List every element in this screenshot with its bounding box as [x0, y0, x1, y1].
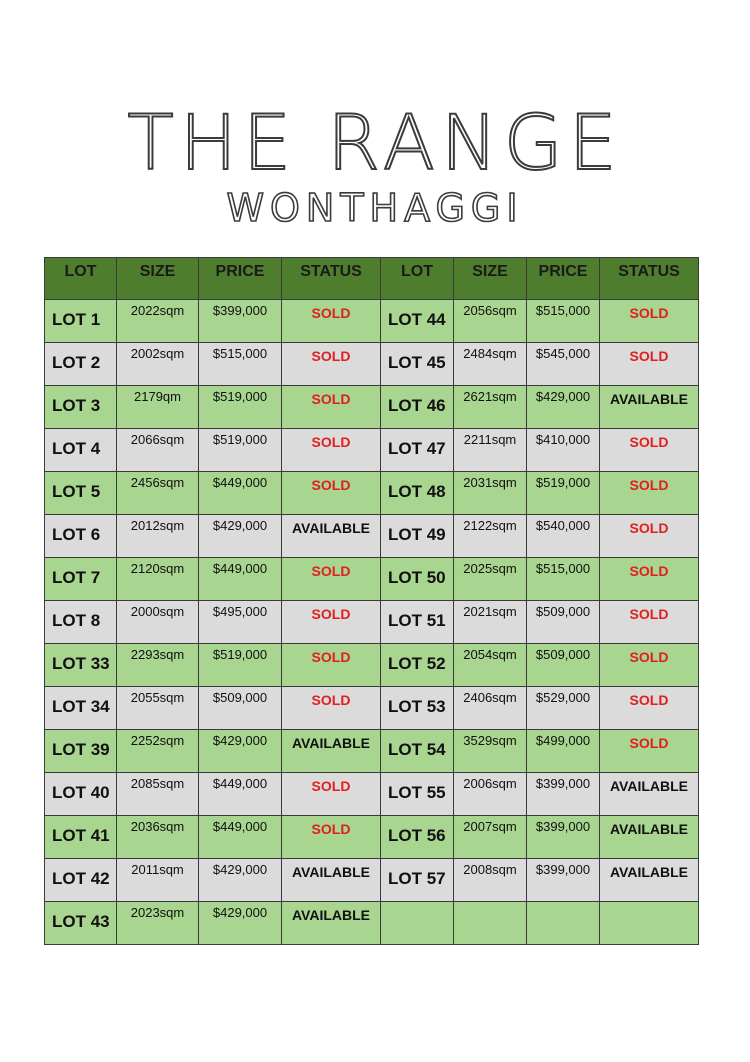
col-header-size: SIZE	[117, 258, 199, 300]
table-row	[45, 601, 699, 644]
status-badge: SOLD	[600, 343, 699, 386]
lot-lot-cell: LOT 33	[45, 644, 117, 687]
lot-lot-cell: LOT 47	[381, 429, 454, 472]
table-row	[45, 902, 699, 945]
table-row	[45, 300, 699, 343]
lot-size-cell: 2122sqm	[454, 515, 527, 558]
col-header-size: SIZE	[454, 258, 527, 300]
header	[0, 98, 750, 230]
lot-price-cell: $515,000	[527, 558, 600, 601]
status-badge: AVAILABLE	[600, 773, 699, 816]
estate-location: WONTHAGGI	[226, 186, 524, 230]
lot-size-cell: 2000sqm	[117, 601, 199, 644]
lot-price-cell: $509,000	[527, 601, 600, 644]
status-badge: SOLD	[600, 644, 699, 687]
lot-lot-cell: LOT 2	[45, 343, 117, 386]
lot-size-cell: 2293sqm	[117, 644, 199, 687]
lot-size-cell: 2085sqm	[117, 773, 199, 816]
status-badge	[600, 902, 699, 945]
col-header-lot: LOT	[45, 258, 117, 300]
lot-price-cell: $449,000	[199, 816, 282, 859]
lot-price-cell: $449,000	[199, 558, 282, 601]
lot-lot-cell: LOT 53	[381, 687, 454, 730]
lot-price-cell: $429,000	[199, 859, 282, 902]
lot-price-cell: $429,000	[199, 902, 282, 945]
status-badge: AVAILABLE	[600, 386, 699, 429]
lot-lot-cell: LOT 44	[381, 300, 454, 343]
header-row	[45, 258, 699, 300]
lot-price-cell: $515,000	[527, 300, 600, 343]
lot-lot-cell: LOT 3	[45, 386, 117, 429]
col-header-status: STATUS	[282, 258, 381, 300]
status-badge: SOLD	[282, 300, 381, 343]
lots-table	[44, 257, 699, 945]
lots-body	[45, 300, 699, 945]
lot-size-cell: 2211sqm	[454, 429, 527, 472]
lot-size-cell: 2008sqm	[454, 859, 527, 902]
lot-lot-cell: LOT 49	[381, 515, 454, 558]
lot-size-cell: 2179qm	[117, 386, 199, 429]
lot-size-cell: 2456sqm	[117, 472, 199, 515]
lot-lot-cell: LOT 46	[381, 386, 454, 429]
lot-lot-cell: LOT 40	[45, 773, 117, 816]
lot-price-cell: $399,000	[527, 859, 600, 902]
lot-size-cell: 2011sqm	[117, 859, 199, 902]
lot-size-cell: 2021sqm	[454, 601, 527, 644]
lot-price-cell: $495,000	[199, 601, 282, 644]
lot-lot-cell: LOT 50	[381, 558, 454, 601]
lot-lot-cell: LOT 39	[45, 730, 117, 773]
lot-lot-cell: LOT 42	[45, 859, 117, 902]
lot-price-cell: $519,000	[199, 644, 282, 687]
status-badge: SOLD	[282, 558, 381, 601]
lot-size-cell: 2621sqm	[454, 386, 527, 429]
lot-lot-cell: LOT 45	[381, 343, 454, 386]
lot-size-cell: 2007sqm	[454, 816, 527, 859]
lot-lot-cell: LOT 5	[45, 472, 117, 515]
lot-lot-cell	[381, 902, 454, 945]
status-badge: SOLD	[282, 429, 381, 472]
lot-size-cell: 2252sqm	[117, 730, 199, 773]
lot-price-cell: $449,000	[199, 472, 282, 515]
lot-size-cell: 2012sqm	[117, 515, 199, 558]
col-header-lot: LOT	[381, 258, 454, 300]
lot-price-cell: $529,000	[527, 687, 600, 730]
table-row	[45, 386, 699, 429]
lot-lot-cell: LOT 41	[45, 816, 117, 859]
lot-price-cell: $399,000	[527, 773, 600, 816]
status-badge: AVAILABLE	[282, 730, 381, 773]
lot-lot-cell: LOT 6	[45, 515, 117, 558]
lot-price-cell: $509,000	[527, 644, 600, 687]
status-badge: AVAILABLE	[600, 816, 699, 859]
lot-size-cell: 2002sqm	[117, 343, 199, 386]
lot-size-cell: 2006sqm	[454, 773, 527, 816]
status-badge: AVAILABLE	[282, 859, 381, 902]
col-header-status: STATUS	[600, 258, 699, 300]
lot-price-cell: $509,000	[199, 687, 282, 730]
lot-lot-cell: LOT 52	[381, 644, 454, 687]
lot-price-cell: $429,000	[199, 730, 282, 773]
lot-size-cell	[454, 902, 527, 945]
status-badge: AVAILABLE	[282, 515, 381, 558]
lot-price-cell: $399,000	[199, 300, 282, 343]
status-badge: SOLD	[282, 386, 381, 429]
lot-price-cell: $540,000	[527, 515, 600, 558]
lot-lot-cell: LOT 7	[45, 558, 117, 601]
lot-size-cell: 2055sqm	[117, 687, 199, 730]
lot-lot-cell: LOT 8	[45, 601, 117, 644]
status-badge: SOLD	[282, 644, 381, 687]
lot-size-cell: 2484sqm	[454, 343, 527, 386]
table-row	[45, 687, 699, 730]
status-badge: SOLD	[600, 429, 699, 472]
lot-price-cell: $519,000	[527, 472, 600, 515]
lot-lot-cell: LOT 43	[45, 902, 117, 945]
lot-lot-cell: LOT 1	[45, 300, 117, 343]
col-header-price: PRICE	[199, 258, 282, 300]
lot-size-cell: 2056sqm	[454, 300, 527, 343]
lot-size-cell: 2023sqm	[117, 902, 199, 945]
status-badge: SOLD	[282, 601, 381, 644]
col-header-price: PRICE	[527, 258, 600, 300]
status-badge: SOLD	[282, 816, 381, 859]
status-badge: SOLD	[600, 601, 699, 644]
status-badge: SOLD	[282, 472, 381, 515]
lot-lot-cell: LOT 56	[381, 816, 454, 859]
lot-size-cell: 2066sqm	[117, 429, 199, 472]
status-badge: SOLD	[282, 773, 381, 816]
table-row	[45, 472, 699, 515]
table-row	[45, 429, 699, 472]
table-row	[45, 644, 699, 687]
estate-title: THE RANGE	[127, 98, 623, 187]
status-badge: SOLD	[600, 472, 699, 515]
status-badge: AVAILABLE	[282, 902, 381, 945]
table-row	[45, 515, 699, 558]
lot-lot-cell: LOT 48	[381, 472, 454, 515]
table-row	[45, 730, 699, 773]
status-badge: SOLD	[600, 687, 699, 730]
lot-size-cell: 2406sqm	[454, 687, 527, 730]
status-badge: SOLD	[600, 515, 699, 558]
lot-lot-cell: LOT 4	[45, 429, 117, 472]
lot-size-cell: 3529sqm	[454, 730, 527, 773]
table-row	[45, 859, 699, 902]
lot-lot-cell: LOT 55	[381, 773, 454, 816]
lot-lot-cell: LOT 57	[381, 859, 454, 902]
lot-size-cell: 2054sqm	[454, 644, 527, 687]
lot-size-cell: 2036sqm	[117, 816, 199, 859]
table-row	[45, 558, 699, 601]
lot-price-cell: $429,000	[527, 386, 600, 429]
status-badge: SOLD	[282, 343, 381, 386]
lot-price-cell: $429,000	[199, 515, 282, 558]
table-row	[45, 343, 699, 386]
lot-size-cell: 2031sqm	[454, 472, 527, 515]
lot-price-cell: $519,000	[199, 386, 282, 429]
status-badge: AVAILABLE	[600, 859, 699, 902]
lot-lot-cell: LOT 34	[45, 687, 117, 730]
status-badge: SOLD	[600, 558, 699, 601]
lot-price-cell: $545,000	[527, 343, 600, 386]
lot-price-cell: $449,000	[199, 773, 282, 816]
lot-lot-cell: LOT 54	[381, 730, 454, 773]
lot-price-cell: $399,000	[527, 816, 600, 859]
lot-price-cell: $515,000	[199, 343, 282, 386]
status-badge: SOLD	[600, 730, 699, 773]
lot-price-cell: $519,000	[199, 429, 282, 472]
table-row	[45, 816, 699, 859]
lot-price-cell	[527, 902, 600, 945]
lot-price-cell: $410,000	[527, 429, 600, 472]
lot-size-cell: 2025sqm	[454, 558, 527, 601]
table-row	[45, 773, 699, 816]
lot-size-cell: 2022sqm	[117, 300, 199, 343]
lot-lot-cell: LOT 51	[381, 601, 454, 644]
status-badge: SOLD	[282, 687, 381, 730]
lot-price-cell: $499,000	[527, 730, 600, 773]
status-badge: SOLD	[600, 300, 699, 343]
lot-size-cell: 2120sqm	[117, 558, 199, 601]
